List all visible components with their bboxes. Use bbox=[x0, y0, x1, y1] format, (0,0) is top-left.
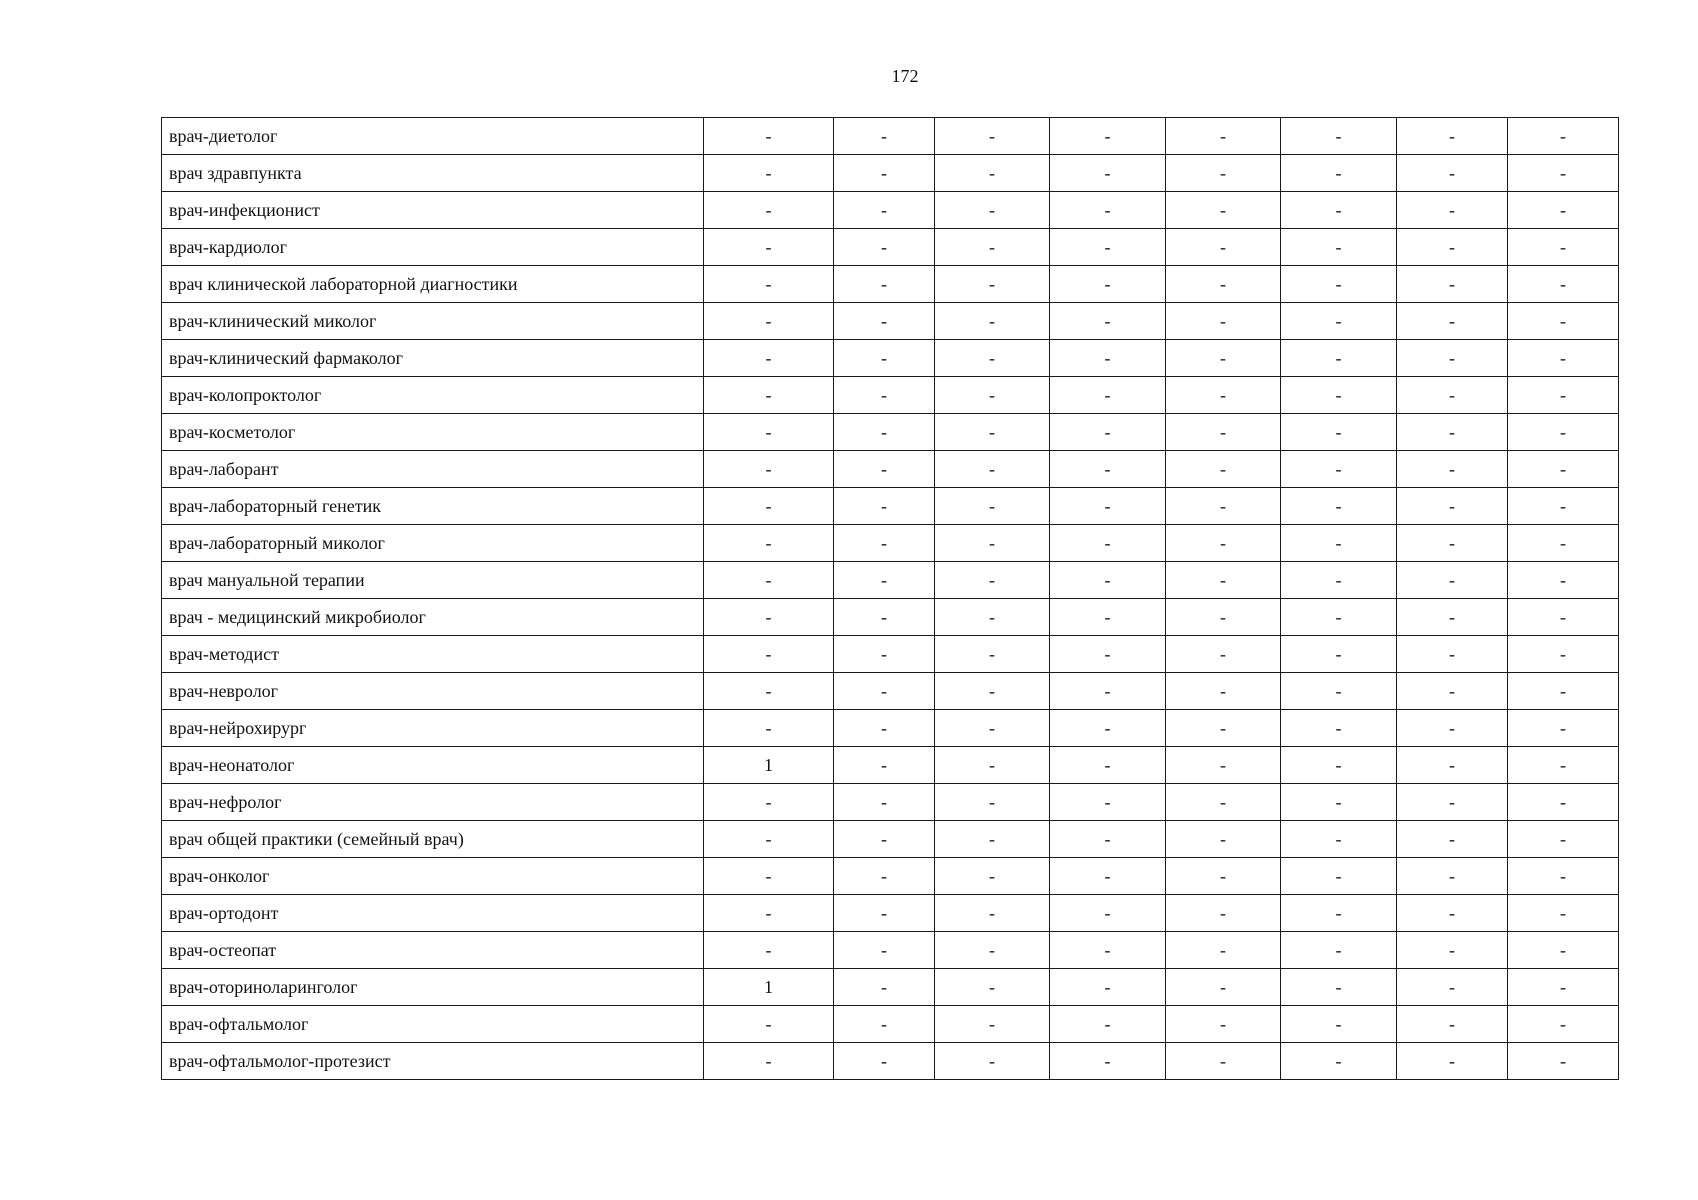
value-cell: - bbox=[834, 673, 935, 710]
value-cell: - bbox=[935, 969, 1050, 1006]
value-cell: - bbox=[1397, 340, 1508, 377]
value-cell: - bbox=[1281, 562, 1397, 599]
value-cell: - bbox=[1508, 932, 1619, 969]
value-cell: - bbox=[1508, 229, 1619, 266]
value-cell: - bbox=[935, 821, 1050, 858]
value-cell: - bbox=[1166, 821, 1281, 858]
table-row bbox=[162, 821, 1619, 858]
value-cell: - bbox=[1166, 229, 1281, 266]
value-cell: - bbox=[1166, 969, 1281, 1006]
value-cell: - bbox=[1508, 155, 1619, 192]
value-cell: - bbox=[704, 303, 834, 340]
value-cell: 1 bbox=[704, 747, 834, 784]
value-cell: - bbox=[1397, 118, 1508, 155]
value-cell: - bbox=[1050, 266, 1166, 303]
table-row bbox=[162, 118, 1619, 155]
value-cell: - bbox=[1050, 340, 1166, 377]
table-row bbox=[162, 1006, 1619, 1043]
value-cell: - bbox=[1050, 192, 1166, 229]
value-cell: - bbox=[834, 562, 935, 599]
value-cell: - bbox=[1397, 562, 1508, 599]
position-name-cell: врач-инфекционист bbox=[162, 192, 704, 229]
value-cell: - bbox=[1166, 192, 1281, 229]
value-cell: - bbox=[1050, 599, 1166, 636]
table-row bbox=[162, 932, 1619, 969]
value-cell: - bbox=[1281, 266, 1397, 303]
value-cell: - bbox=[834, 303, 935, 340]
value-cell: - bbox=[1397, 932, 1508, 969]
value-cell: - bbox=[1050, 673, 1166, 710]
position-name-cell: врач-неонатолог bbox=[162, 747, 704, 784]
value-cell: - bbox=[1508, 895, 1619, 932]
value-cell: - bbox=[1166, 673, 1281, 710]
value-cell: - bbox=[935, 747, 1050, 784]
value-cell: - bbox=[1050, 1043, 1166, 1080]
value-cell: - bbox=[834, 192, 935, 229]
value-cell: - bbox=[1281, 229, 1397, 266]
position-name-cell: врач-лаборант bbox=[162, 451, 704, 488]
value-cell: - bbox=[1281, 118, 1397, 155]
value-cell: - bbox=[1166, 1006, 1281, 1043]
position-name-cell: врач-лабораторный генетик bbox=[162, 488, 704, 525]
value-cell: - bbox=[1397, 303, 1508, 340]
value-cell: - bbox=[1508, 747, 1619, 784]
value-cell: - bbox=[1166, 488, 1281, 525]
position-name-cell: врач-диетолог bbox=[162, 118, 704, 155]
position-name-cell: врач клинической лабораторной диагностики bbox=[162, 266, 704, 303]
table-row bbox=[162, 858, 1619, 895]
value-cell: - bbox=[935, 192, 1050, 229]
position-name-cell: врач-клинический фармаколог bbox=[162, 340, 704, 377]
value-cell: - bbox=[935, 858, 1050, 895]
value-cell: - bbox=[935, 266, 1050, 303]
value-cell: - bbox=[1050, 155, 1166, 192]
value-cell: - bbox=[1050, 1006, 1166, 1043]
value-cell: - bbox=[1281, 784, 1397, 821]
value-cell: - bbox=[1281, 747, 1397, 784]
value-cell: - bbox=[935, 1006, 1050, 1043]
value-cell: - bbox=[1281, 1006, 1397, 1043]
value-cell: - bbox=[834, 414, 935, 451]
position-name-cell: врач-нефролог bbox=[162, 784, 704, 821]
value-cell: - bbox=[1050, 747, 1166, 784]
table-row bbox=[162, 747, 1619, 784]
value-cell: - bbox=[1050, 932, 1166, 969]
value-cell: - bbox=[935, 1043, 1050, 1080]
table-row bbox=[162, 414, 1619, 451]
value-cell: - bbox=[704, 895, 834, 932]
value-cell: - bbox=[704, 451, 834, 488]
value-cell: - bbox=[704, 525, 834, 562]
value-cell: - bbox=[935, 118, 1050, 155]
value-cell: - bbox=[935, 488, 1050, 525]
table-row bbox=[162, 192, 1619, 229]
value-cell: - bbox=[1508, 266, 1619, 303]
value-cell: - bbox=[1281, 192, 1397, 229]
value-cell: - bbox=[834, 784, 935, 821]
value-cell: - bbox=[1050, 414, 1166, 451]
value-cell: - bbox=[1397, 673, 1508, 710]
value-cell: - bbox=[1166, 303, 1281, 340]
position-name-cell: врач-кардиолог bbox=[162, 229, 704, 266]
position-name-cell: врач-методист bbox=[162, 636, 704, 673]
table-row bbox=[162, 784, 1619, 821]
value-cell: - bbox=[1166, 599, 1281, 636]
value-cell: - bbox=[1508, 451, 1619, 488]
value-cell: - bbox=[1508, 192, 1619, 229]
table-row bbox=[162, 969, 1619, 1006]
value-cell: - bbox=[1166, 414, 1281, 451]
value-cell: - bbox=[935, 599, 1050, 636]
value-cell: - bbox=[1397, 599, 1508, 636]
value-cell: - bbox=[1281, 303, 1397, 340]
value-cell: - bbox=[935, 340, 1050, 377]
value-cell: - bbox=[1397, 266, 1508, 303]
value-cell: - bbox=[1397, 155, 1508, 192]
value-cell: - bbox=[1508, 377, 1619, 414]
table-row bbox=[162, 303, 1619, 340]
value-cell: - bbox=[1050, 821, 1166, 858]
value-cell: - bbox=[1166, 340, 1281, 377]
value-cell: - bbox=[704, 932, 834, 969]
value-cell: - bbox=[1281, 673, 1397, 710]
value-cell: - bbox=[834, 636, 935, 673]
value-cell: - bbox=[1508, 340, 1619, 377]
value-cell: - bbox=[834, 821, 935, 858]
value-cell: - bbox=[1508, 562, 1619, 599]
value-cell: - bbox=[935, 673, 1050, 710]
value-cell: - bbox=[704, 414, 834, 451]
position-name-cell: врач-оториноларинголог bbox=[162, 969, 704, 1006]
value-cell: - bbox=[834, 155, 935, 192]
value-cell: - bbox=[1281, 636, 1397, 673]
value-cell: - bbox=[935, 229, 1050, 266]
value-cell: - bbox=[1281, 1043, 1397, 1080]
value-cell: - bbox=[1050, 969, 1166, 1006]
value-cell: - bbox=[1397, 784, 1508, 821]
value-cell: - bbox=[1508, 969, 1619, 1006]
position-name-cell: врач-колопроктолог bbox=[162, 377, 704, 414]
position-name-cell: врач-остеопат bbox=[162, 932, 704, 969]
value-cell: - bbox=[1397, 377, 1508, 414]
value-cell: - bbox=[935, 895, 1050, 932]
value-cell: - bbox=[1050, 784, 1166, 821]
value-cell: - bbox=[704, 1006, 834, 1043]
value-cell: - bbox=[935, 636, 1050, 673]
value-cell: - bbox=[1166, 784, 1281, 821]
value-cell: - bbox=[1397, 488, 1508, 525]
value-cell: - bbox=[1397, 1043, 1508, 1080]
position-name-cell: врач-офтальмолог bbox=[162, 1006, 704, 1043]
value-cell: - bbox=[1281, 895, 1397, 932]
value-cell: - bbox=[1281, 858, 1397, 895]
value-cell: - bbox=[834, 525, 935, 562]
value-cell: - bbox=[1166, 636, 1281, 673]
value-cell: - bbox=[1508, 1006, 1619, 1043]
value-cell: - bbox=[935, 784, 1050, 821]
value-cell: - bbox=[1508, 303, 1619, 340]
position-name-cell: врач-косметолог bbox=[162, 414, 704, 451]
value-cell: - bbox=[1508, 488, 1619, 525]
value-cell: - bbox=[1050, 525, 1166, 562]
value-cell: - bbox=[1281, 525, 1397, 562]
table-row bbox=[162, 266, 1619, 303]
value-cell: - bbox=[1050, 710, 1166, 747]
value-cell: - bbox=[834, 340, 935, 377]
value-cell: - bbox=[1397, 1006, 1508, 1043]
position-name-cell: врач-лабораторный миколог bbox=[162, 525, 704, 562]
value-cell: - bbox=[704, 562, 834, 599]
position-name-cell: врач мануальной терапии bbox=[162, 562, 704, 599]
value-cell: - bbox=[1508, 599, 1619, 636]
value-cell: - bbox=[1281, 932, 1397, 969]
value-cell: - bbox=[1508, 414, 1619, 451]
value-cell: - bbox=[1166, 932, 1281, 969]
value-cell: - bbox=[704, 192, 834, 229]
value-cell: - bbox=[704, 118, 834, 155]
value-cell: - bbox=[1508, 525, 1619, 562]
table-row bbox=[162, 377, 1619, 414]
value-cell: - bbox=[935, 155, 1050, 192]
value-cell: - bbox=[935, 451, 1050, 488]
value-cell: - bbox=[935, 710, 1050, 747]
value-cell: - bbox=[834, 969, 935, 1006]
value-cell: - bbox=[704, 784, 834, 821]
table-row bbox=[162, 229, 1619, 266]
value-cell: - bbox=[935, 303, 1050, 340]
value-cell: - bbox=[1050, 562, 1166, 599]
value-cell: - bbox=[935, 414, 1050, 451]
position-name-cell: врач общей практики (семейный врач) bbox=[162, 821, 704, 858]
position-name-cell: врач-невролог bbox=[162, 673, 704, 710]
position-name-cell: врач-онколог bbox=[162, 858, 704, 895]
value-cell: - bbox=[1508, 821, 1619, 858]
table-row bbox=[162, 710, 1619, 747]
value-cell: - bbox=[834, 747, 935, 784]
position-name-cell: врач здравпункта bbox=[162, 155, 704, 192]
value-cell: - bbox=[1397, 895, 1508, 932]
value-cell: - bbox=[1281, 155, 1397, 192]
table-row bbox=[162, 895, 1619, 932]
value-cell: - bbox=[1166, 451, 1281, 488]
value-cell: - bbox=[1397, 969, 1508, 1006]
value-cell: - bbox=[1050, 636, 1166, 673]
value-cell: - bbox=[1166, 377, 1281, 414]
value-cell: - bbox=[1508, 784, 1619, 821]
value-cell: - bbox=[935, 932, 1050, 969]
value-cell: - bbox=[834, 451, 935, 488]
value-cell: - bbox=[1281, 377, 1397, 414]
value-cell: - bbox=[1397, 636, 1508, 673]
value-cell: - bbox=[1281, 451, 1397, 488]
value-cell: - bbox=[1166, 710, 1281, 747]
value-cell: - bbox=[1508, 1043, 1619, 1080]
position-name-cell: врач-офтальмолог-протезист bbox=[162, 1043, 704, 1080]
value-cell: - bbox=[1166, 266, 1281, 303]
value-cell: - bbox=[1166, 858, 1281, 895]
table-row bbox=[162, 673, 1619, 710]
value-cell: - bbox=[1050, 858, 1166, 895]
value-cell: - bbox=[704, 340, 834, 377]
table-row bbox=[162, 1043, 1619, 1080]
value-cell: - bbox=[1397, 747, 1508, 784]
value-cell: - bbox=[834, 229, 935, 266]
value-cell: - bbox=[704, 858, 834, 895]
table-row bbox=[162, 562, 1619, 599]
value-cell: - bbox=[935, 525, 1050, 562]
value-cell: - bbox=[1397, 710, 1508, 747]
value-cell: - bbox=[1508, 118, 1619, 155]
table-row bbox=[162, 599, 1619, 636]
value-cell: - bbox=[704, 710, 834, 747]
value-cell: - bbox=[834, 118, 935, 155]
value-cell: - bbox=[704, 1043, 834, 1080]
table-body bbox=[162, 118, 1619, 1080]
value-cell: - bbox=[1050, 451, 1166, 488]
value-cell: - bbox=[1397, 821, 1508, 858]
position-name-cell: врач - медицинский микробиолог bbox=[162, 599, 704, 636]
value-cell: - bbox=[1397, 858, 1508, 895]
value-cell: - bbox=[834, 1043, 935, 1080]
value-cell: - bbox=[1397, 229, 1508, 266]
value-cell: - bbox=[1166, 118, 1281, 155]
value-cell: - bbox=[1166, 895, 1281, 932]
value-cell: - bbox=[1166, 1043, 1281, 1080]
value-cell: - bbox=[1166, 747, 1281, 784]
value-cell: - bbox=[1281, 969, 1397, 1006]
value-cell: - bbox=[704, 488, 834, 525]
value-cell: - bbox=[1050, 488, 1166, 525]
table-row bbox=[162, 340, 1619, 377]
value-cell: - bbox=[1508, 710, 1619, 747]
position-name-cell: врач-нейрохирург bbox=[162, 710, 704, 747]
value-cell: - bbox=[834, 1006, 935, 1043]
value-cell: - bbox=[1508, 636, 1619, 673]
value-cell: - bbox=[935, 377, 1050, 414]
table-row bbox=[162, 488, 1619, 525]
value-cell: - bbox=[834, 710, 935, 747]
table-row bbox=[162, 636, 1619, 673]
value-cell: - bbox=[1050, 229, 1166, 266]
value-cell: - bbox=[704, 229, 834, 266]
value-cell: - bbox=[834, 895, 935, 932]
table-row bbox=[162, 155, 1619, 192]
value-cell: - bbox=[704, 155, 834, 192]
value-cell: - bbox=[1166, 525, 1281, 562]
value-cell: - bbox=[1397, 414, 1508, 451]
value-cell: - bbox=[1281, 414, 1397, 451]
value-cell: - bbox=[1397, 192, 1508, 229]
value-cell: - bbox=[1281, 599, 1397, 636]
value-cell: - bbox=[834, 266, 935, 303]
value-cell: - bbox=[1050, 895, 1166, 932]
value-cell: - bbox=[834, 488, 935, 525]
value-cell: 1 bbox=[704, 969, 834, 1006]
value-cell: - bbox=[1166, 155, 1281, 192]
value-cell: - bbox=[704, 377, 834, 414]
value-cell: - bbox=[1397, 525, 1508, 562]
value-cell: - bbox=[1050, 377, 1166, 414]
value-cell: - bbox=[834, 932, 935, 969]
table-row bbox=[162, 525, 1619, 562]
value-cell: - bbox=[704, 599, 834, 636]
value-cell: - bbox=[1508, 673, 1619, 710]
value-cell: - bbox=[834, 599, 935, 636]
value-cell: - bbox=[1397, 451, 1508, 488]
value-cell: - bbox=[1050, 118, 1166, 155]
value-cell: - bbox=[1166, 562, 1281, 599]
position-name-cell: врач-клинический миколог bbox=[162, 303, 704, 340]
value-cell: - bbox=[1050, 303, 1166, 340]
value-cell: - bbox=[1281, 710, 1397, 747]
value-cell: - bbox=[1281, 488, 1397, 525]
value-cell: - bbox=[704, 636, 834, 673]
position-name-cell: врач-ортодонт bbox=[162, 895, 704, 932]
value-cell: - bbox=[704, 266, 834, 303]
value-cell: - bbox=[1508, 858, 1619, 895]
staff-table bbox=[161, 117, 1619, 1080]
value-cell: - bbox=[704, 673, 834, 710]
value-cell: - bbox=[704, 821, 834, 858]
page-number: 172 bbox=[891, 66, 919, 86]
value-cell: - bbox=[834, 858, 935, 895]
value-cell: - bbox=[1281, 821, 1397, 858]
value-cell: - bbox=[1281, 340, 1397, 377]
table-row bbox=[162, 451, 1619, 488]
value-cell: - bbox=[935, 562, 1050, 599]
value-cell: - bbox=[834, 377, 935, 414]
